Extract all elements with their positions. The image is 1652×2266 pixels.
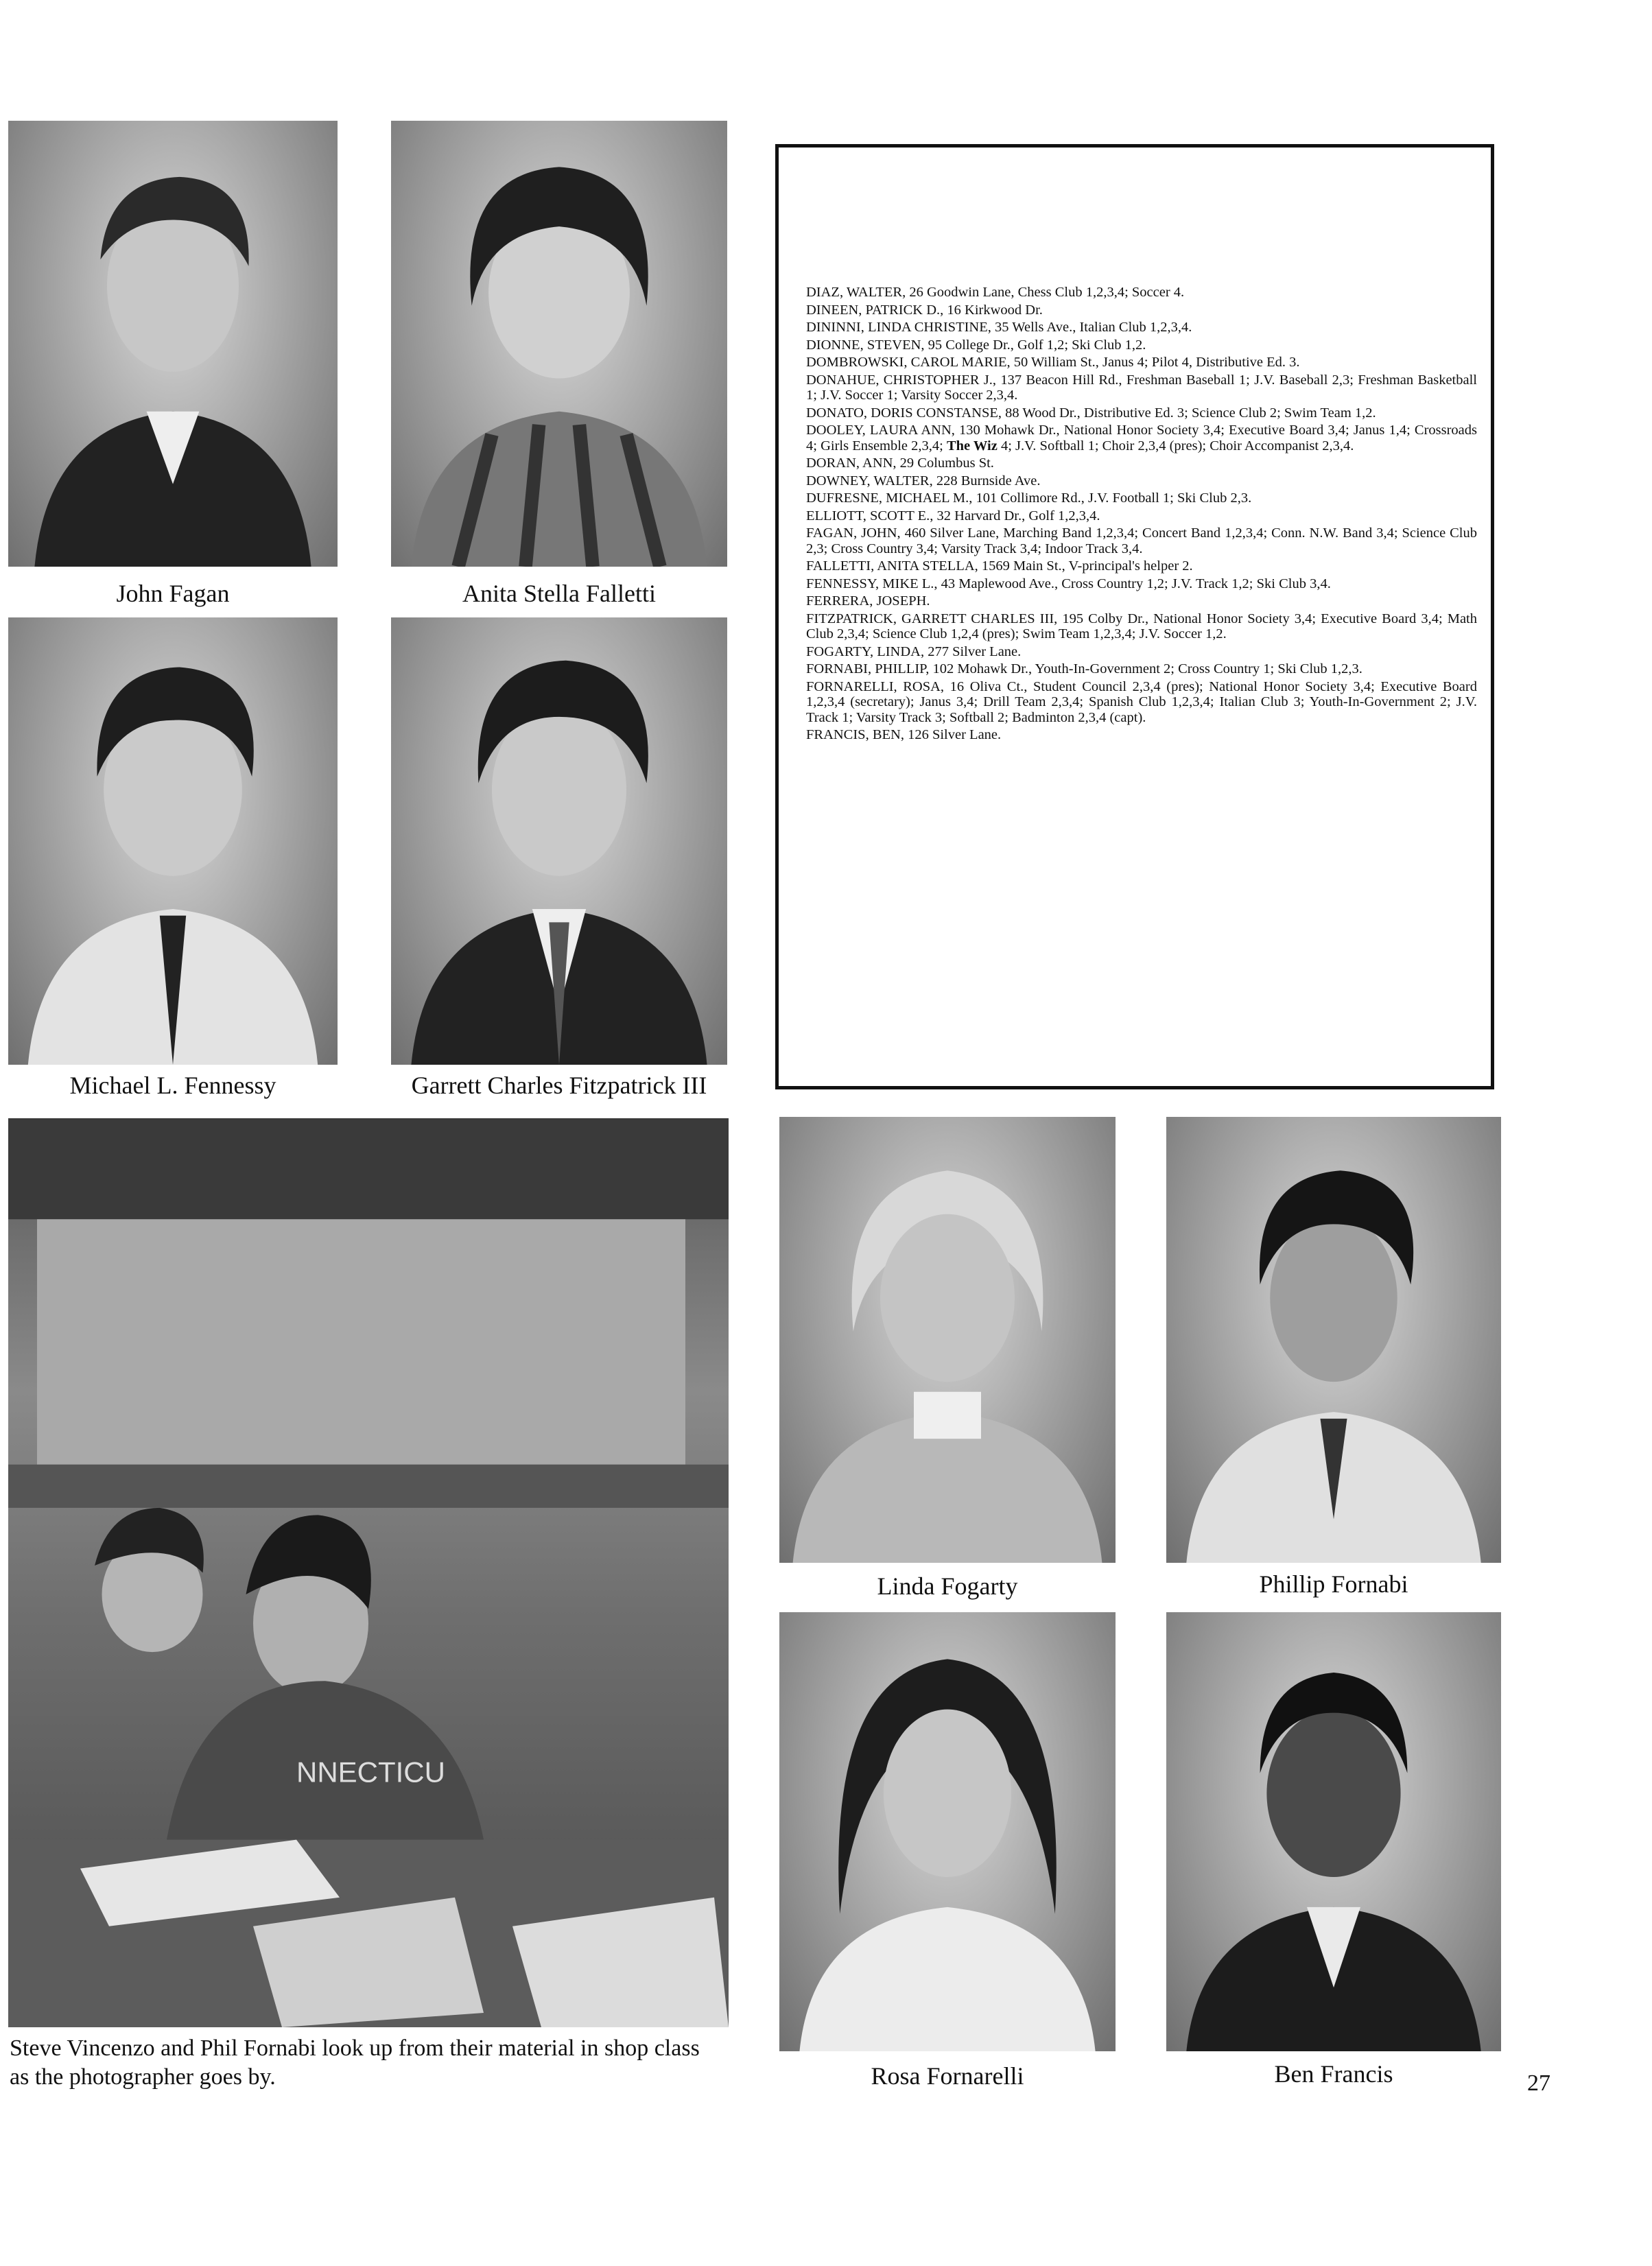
portrait-john-fagan — [8, 121, 338, 567]
portrait-silhouette — [8, 617, 338, 1065]
directory-entry — [806, 423, 1477, 453]
directory-entry — [806, 593, 1477, 609]
shop-photo-caption — [10, 2034, 771, 2092]
directory-entry — [806, 679, 1477, 726]
senior-directory-box — [775, 144, 1494, 1089]
directory-entry — [806, 338, 1477, 353]
entry-text: FORNABI, PHILLIP, 102 Mohawk Dr., Youth-In-Government 2; Cross Country 1; Ski Club 1,2,3. — [806, 661, 1362, 676]
directory-entry — [806, 285, 1477, 300]
directory-entry — [806, 303, 1477, 318]
entry-text: DOMBROWSKI, CAROL MARIE, 50 William St., Janus 4; Pilot 4, Distributive Ed. 3. — [806, 355, 1300, 370]
directory-entries — [806, 285, 1477, 745]
shirt-lettering: NNECTICU — [296, 1756, 445, 1789]
entry-text: FOGARTY, LINDA, 277 Silver Lane. — [806, 644, 1022, 659]
entry-text: DOOLEY, LAURA ANN, 130 Mohawk Dr., National Honor Society 3,4; Executive Board 3,4; Janus 1,4; Crossroads 4; Girls Ensemble 2,3,4; — [806, 423, 1477, 453]
portrait-ben-francis — [1166, 1612, 1501, 2051]
directory-entry — [806, 611, 1477, 642]
portrait-caption: Anita Stella Falletti — [462, 580, 656, 607]
entry-text: ELLIOTT, SCOTT E., 32 Harvard Dr., Golf 1,2,3,4. — [806, 508, 1100, 523]
directory-entry — [806, 405, 1477, 421]
portrait-caption: Michael L. Fennessy — [69, 1072, 276, 1099]
directory-entry — [806, 727, 1477, 743]
portrait-silhouette — [779, 1612, 1116, 2051]
directory-entry — [806, 491, 1477, 506]
portrait-linda-fogarty — [779, 1117, 1116, 1563]
directory-entry — [806, 373, 1477, 403]
shop-scene — [8, 1118, 729, 2027]
entry-text: DIONNE, STEVEN, 95 College Dr., Golf 1,2; Ski Club 1,2. — [806, 337, 1146, 353]
portrait-caption: Linda Fogarty — [877, 1572, 1018, 1600]
portrait-caption: Rosa Fornarelli — [871, 2062, 1024, 2090]
portrait-silhouette — [391, 617, 727, 1065]
entry-text: FRANCIS, BEN, 126 Silver Lane. — [806, 727, 1002, 742]
page-number: 27 — [1527, 2070, 1550, 2096]
entry-text: DIAZ, WALTER, 26 Goodwin Lane, Chess Club 1,2,3,4; Soccer 4. — [806, 285, 1185, 300]
entry-text: DININNI, LINDA CHRISTINE, 35 Wells Ave., Italian Club 1,2,3,4. — [806, 320, 1192, 335]
entry-text: DOWNEY, WALTER, 228 Burnside Ave. — [806, 473, 1041, 488]
portrait-caption: John Fagan — [116, 580, 230, 607]
entry-title: The Wiz — [946, 438, 998, 453]
portrait-garrett-fitzpatrick — [391, 617, 727, 1065]
entry-text: DONAHUE, CHRISTOPHER J., 137 Beacon Hill Rd., Freshman Baseball 1; J.V. Baseball 2,3; Freshman Basketball 1; J.V. Soccer 1; Varsity Soccer 2,3,4. — [806, 372, 1477, 403]
entry-text: DINEEN, PATRICK D., 16 Kirkwood Dr. — [806, 302, 1043, 318]
shop-caption-line: Steve Vincenzo and Phil Fornabi look up from their material in shop class — [10, 2035, 700, 2061]
directory-entry — [806, 320, 1477, 335]
portrait-anita-falletti — [391, 121, 727, 567]
directory-entry — [806, 526, 1477, 556]
portrait-rosa-fornarelli — [779, 1612, 1116, 2051]
directory-entry — [806, 576, 1477, 592]
directory-entry — [806, 508, 1477, 524]
entry-text: FORNARELLI, ROSA, 16 Oliva Ct., Student Council 2,3,4 (pres); National Honor Society 3,4; Executive Board 1,2,3,4 (secretary); Janus 3,4; Drill Team 2,3,4; Spanish Club 1,2,3,4; Italian Club 3; Youth-In-Government 2; J.V. Track 1; Varsity Track 3; Softball 2; Badminton 2,3,4 (capt). — [806, 678, 1477, 725]
portrait-phillip-fornabi — [1166, 1117, 1501, 1563]
portrait-caption: Ben Francis — [1274, 2060, 1393, 2088]
directory-entry — [806, 558, 1477, 574]
portrait-michael-fennessy — [8, 617, 338, 1065]
entry-text: DONATO, DORIS CONSTANSE, 88 Wood Dr., Distributive Ed. 3; Science Club 2; Swim Team 1,2. — [806, 405, 1376, 421]
shop-caption-line: as the photographer goes by. — [10, 2064, 276, 2090]
entry-text: FERRERA, JOSEPH. — [806, 593, 930, 609]
entry-text: DORAN, ANN, 29 Columbus St. — [806, 456, 994, 471]
entry-text: FITZPATRICK, GARRETT CHARLES III, 195 Colby Dr., National Honor Society 3,4; Executive Board 3,4; Math Club 2,3,4; Science Club 1,2,4 (pres); Swim Team 1,2,3,4; J.V. Soccer 1,2. — [806, 611, 1477, 641]
entry-text: FAGAN, JOHN, 460 Silver Lane, Marching Band 1,2,3,4; Concert Band 1,2,3,4; Conn. N.W. Band 3,4; Science Club 2,3; Cross Country 3,4; Varsity Track 3,4; Indoor Track 3,4. — [806, 526, 1477, 556]
shop-class-photo — [8, 1118, 729, 2027]
portrait-silhouette — [1166, 1117, 1501, 1563]
directory-entry — [806, 661, 1477, 677]
directory-entry — [806, 456, 1477, 471]
entry-text: FALLETTI, ANITA STELLA, 1569 Main St., V-principal's helper 2. — [806, 558, 1193, 574]
entry-text: DUFRESNE, MICHAEL M., 101 Collimore Rd., J.V. Football 1; Ski Club 2,3. — [806, 491, 1252, 506]
portrait-caption: Phillip Fornabi — [1259, 1570, 1408, 1598]
portrait-silhouette — [1166, 1612, 1501, 2051]
directory-entry — [806, 644, 1477, 660]
portrait-caption: Garrett Charles Fitzpatrick III — [411, 1072, 707, 1099]
entry-text: FENNESSY, MIKE L., 43 Maplewood Ave., Cross Country 1,2; J.V. Track 1,2; Ski Club 3,4. — [806, 576, 1331, 591]
directory-entry — [806, 355, 1477, 370]
directory-entry — [806, 473, 1477, 489]
portrait-silhouette — [391, 121, 727, 567]
portrait-silhouette — [8, 121, 338, 567]
entry-text-continued: 4; J.V. Softball 1; Choir 2,3,4 (pres); Choir Accompanist 2,3,4. — [1000, 438, 1354, 453]
portrait-silhouette — [779, 1117, 1116, 1563]
